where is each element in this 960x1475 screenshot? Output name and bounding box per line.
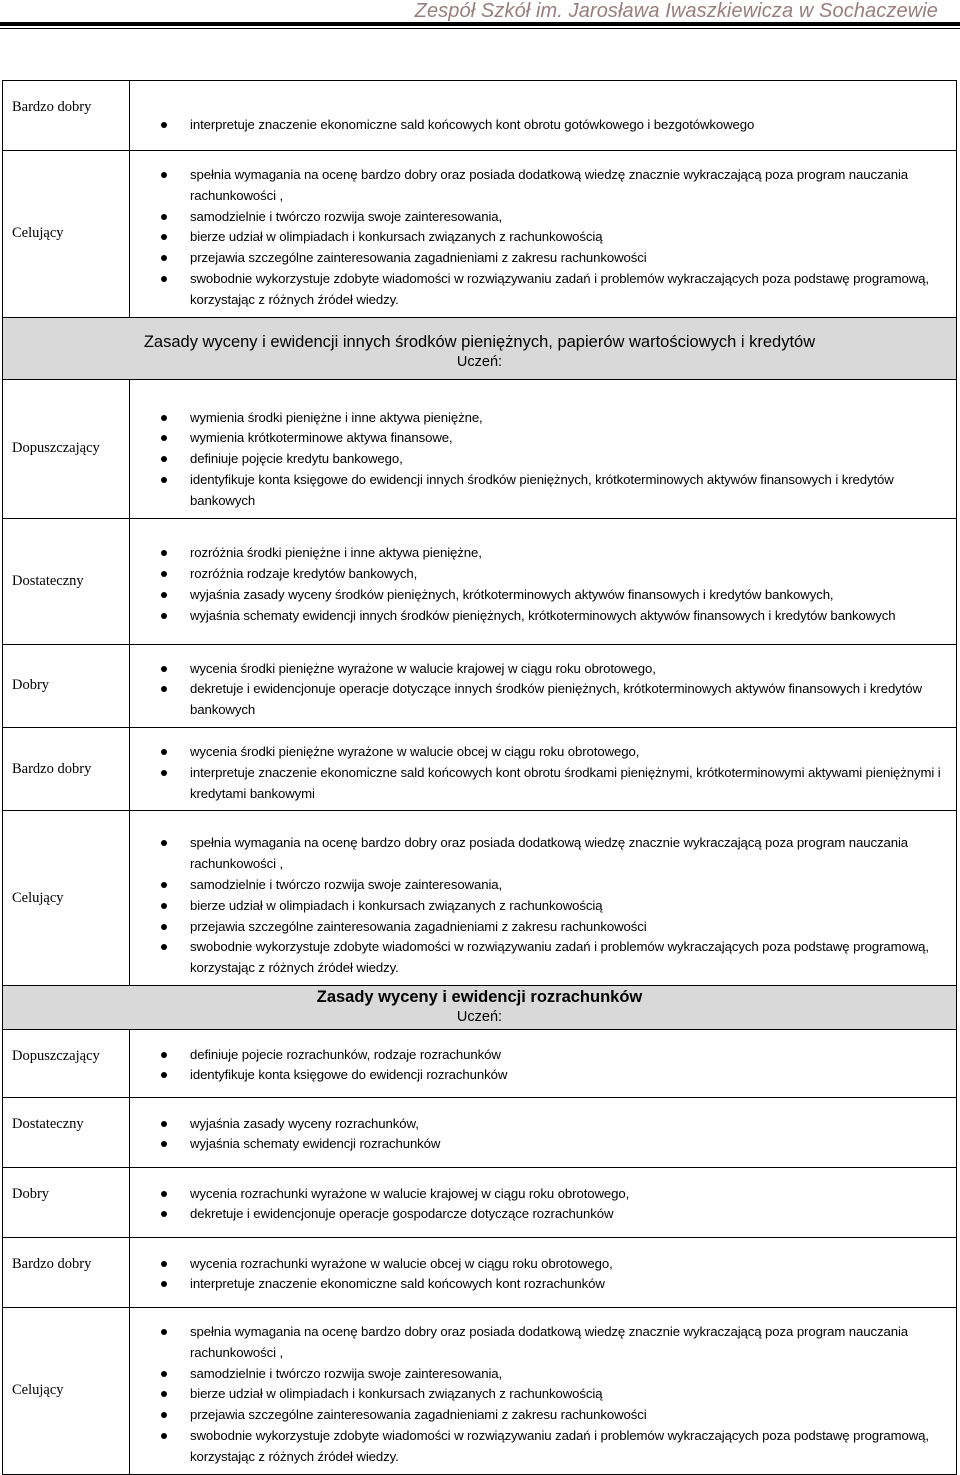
grade-label: Bardzo dobry	[3, 81, 130, 151]
criteria-item: swobodnie wykorzystuje zdobyte wiadomości w rozwiązywaniu zadań i problemów wykraczających poza podstawę programową, korzystając z różnych źródeł wiedzy.	[160, 269, 950, 311]
criteria-item: wymienia krótkoterminowe aktywa finansowe,	[160, 428, 950, 449]
criteria-cell	[130, 1307, 957, 1474]
criteria-item: wyjaśnia zasady wyceny rozrachunków,	[160, 1114, 950, 1135]
grade-label: Dopuszczający	[3, 379, 130, 518]
criteria-list	[160, 742, 950, 804]
table-row	[3, 379, 957, 518]
criteria-item: rozróżnia rodzaje kredytów bankowych,	[160, 564, 950, 585]
table-row	[3, 1097, 957, 1167]
criteria-list	[160, 659, 950, 721]
criteria-item: bierze udział w olimpiadach i konkursach związanych z rachunkowością	[160, 227, 950, 248]
section-header-cell	[3, 985, 957, 1029]
criteria-item: identyfikuje konta księgowe do ewidencji innych środków pieniężnych, krótkoterminowych aktywów finansowych i kredytów bankowych	[160, 470, 950, 512]
criteria-cell	[130, 379, 957, 518]
school-header-title: Zespół Szkół im. Jarosława Iwaszkiewicza w Sochaczewie	[414, 0, 938, 22]
table-row	[3, 1029, 957, 1097]
criteria-item: wyjaśnia schematy ewidencji rozrachunków	[160, 1134, 950, 1155]
criteria-list	[160, 1045, 950, 1087]
criteria-item: bierze udział w olimpiadach i konkursach związanych z rachunkowością	[160, 1384, 950, 1405]
section-header-cell	[3, 317, 957, 379]
table-row	[3, 1237, 957, 1307]
criteria-item: swobodnie wykorzystuje zdobyte wiadomości w rozwiązywaniu zadań i problemów wykraczających poza podstawę programową, korzystając z różnych źródeł wiedzy.	[160, 937, 950, 979]
criteria-item: wyjaśnia schematy ewidencji innych środków pieniężnych, krótkoterminowych aktywów finansowych i kredytów bankowych	[160, 606, 950, 627]
criteria-list	[160, 543, 950, 626]
criteria-cell	[130, 644, 957, 727]
table-row	[3, 811, 957, 986]
criteria-item: przejawia szczególne zainteresowania zagadnieniami z zakresu rachunkowości	[160, 248, 950, 269]
section-subtitle: Uczeń:	[456, 1009, 503, 1026]
table-row	[3, 644, 957, 727]
criteria-cell	[130, 81, 957, 151]
criteria-item: rozróżnia środki pieniężne i inne aktywa pieniężne,	[160, 543, 950, 564]
grade-label: Dostateczny	[3, 1097, 130, 1167]
criteria-list	[160, 1322, 950, 1468]
section-title: Zasady wyceny i ewidencji innych środków pieniężnych, papierów wartościowych i kredytów	[143, 333, 816, 352]
grade-label: Dostateczny	[3, 518, 130, 644]
criteria-cell	[130, 727, 957, 810]
header-rule	[0, 22, 960, 26]
grade-label: Dobry	[3, 1167, 130, 1237]
criteria-item: przejawia szczególne zainteresowania zagadnieniami z zakresu rachunkowości	[160, 1405, 950, 1426]
grade-label: Dopuszczający	[3, 1029, 130, 1097]
criteria-list	[160, 825, 950, 979]
criteria-list	[160, 99, 950, 136]
section-subtitle: Uczeń:	[456, 354, 503, 371]
criteria-item: spełnia wymagania na ocenę bardzo dobry oraz posiada dodatkową wiedzę znacznie wykraczającą poza program nauczania rachunkowości ,	[160, 833, 950, 875]
criteria-item: wycenia środki pieniężne wyrażone w walucie krajowej w ciągu roku obrotowego,	[160, 659, 950, 680]
criteria-item: wycenia rozrachunki wyrażone w walucie krajowej w ciągu roku obrotowego,	[160, 1184, 950, 1205]
grade-label: Celujący	[3, 1307, 130, 1474]
criteria-item: interpretuje znaczenie ekonomiczne sald końcowych kont rozrachunków	[160, 1274, 950, 1295]
criteria-cell	[130, 811, 957, 986]
criteria-item: spełnia wymagania na ocenę bardzo dobry oraz posiada dodatkową wiedzę znacznie wykraczającą poza program nauczania rachunkowości ,	[160, 1322, 950, 1364]
section-title: Zasady wyceny i ewidencji rozrachunków	[316, 988, 643, 1007]
criteria-item: identyfikuje konta księgowe do ewidencji rozrachunków	[160, 1065, 950, 1086]
criteria-item: definiuje pojecie rozrachunków, rodzaje rozrachunków	[160, 1045, 950, 1066]
criteria-item: wycenia rozrachunki wyrażone w walucie obcej w ciągu roku obrotowego,	[160, 1254, 950, 1275]
table-row	[3, 727, 957, 810]
criteria-item: wyjaśnia zasady wyceny środków pieniężnych, krótkoterminowych aktywów finansowych i kredytów bankowych,	[160, 585, 950, 606]
grade-label: Celujący	[3, 151, 130, 318]
criteria-list	[160, 1114, 950, 1156]
criteria-item: wymienia środki pieniężne i inne aktywa pieniężne,	[160, 408, 950, 429]
criteria-item: dekretuje i ewidencjonuje operacje gospodarcze dotyczące rozrachunków	[160, 1204, 950, 1225]
criteria-item: samodzielnie i twórczo rozwija swoje zainteresowania,	[160, 875, 950, 896]
criteria-item: samodzielnie i twórczo rozwija swoje zainteresowania,	[160, 207, 950, 228]
criteria-item: interpretuje znaczenie ekonomiczne sald końcowych kont obrotu środkami pieniężnymi, krótkoterminowymi aktywami pieniężnymi i kredytami bankowymi	[160, 763, 950, 805]
criteria-item: swobodnie wykorzystuje zdobyte wiadomości w rozwiązywaniu zadań i problemów wykraczających poza podstawę programową, korzystając z różnych źródeł wiedzy.	[160, 1426, 950, 1468]
criteria-item: spełnia wymagania na ocenę bardzo dobry oraz posiada dodatkową wiedzę znacznie wykraczającą poza program nauczania rachunkowości ,	[160, 165, 950, 207]
grading-table-body	[3, 81, 957, 1475]
section-header-row	[3, 985, 957, 1029]
criteria-cell	[130, 518, 957, 644]
grade-label: Dobry	[3, 644, 130, 727]
criteria-list	[160, 1254, 950, 1296]
grade-label: Bardzo dobry	[3, 1237, 130, 1307]
section-header-row	[3, 317, 957, 379]
criteria-cell	[130, 151, 957, 318]
criteria-item: wycenia środki pieniężne wyrażone w walucie obcej w ciągu roku obrotowego,	[160, 742, 950, 763]
criteria-list	[160, 1184, 950, 1226]
criteria-cell	[130, 1029, 957, 1097]
criteria-list	[160, 165, 950, 311]
criteria-item: przejawia szczególne zainteresowania zagadnieniami z zakresu rachunkowości	[160, 917, 950, 938]
criteria-item: definiuje pojęcie kredytu bankowego,	[160, 449, 950, 470]
table-row	[3, 151, 957, 318]
grade-label: Bardzo dobry	[3, 727, 130, 810]
criteria-item: interpretuje znaczenie ekonomiczne sald końcowych kont obrotu gotówkowego i bezgotówkowego	[160, 115, 950, 136]
criteria-item: bierze udział w olimpiadach i konkursach związanych z rachunkowością	[160, 896, 950, 917]
table-row	[3, 1167, 957, 1237]
criteria-cell	[130, 1237, 957, 1307]
grade-label: Celujący	[3, 811, 130, 986]
criteria-cell	[130, 1097, 957, 1167]
criteria-cell	[130, 1167, 957, 1237]
grading-criteria-table	[2, 80, 957, 1475]
criteria-item: dekretuje i ewidencjonuje operacje dotyczące innych środków pieniężnych, krótkoterminowych aktywów finansowych i kredytów bankowych	[160, 679, 950, 721]
criteria-item: samodzielnie i twórczo rozwija swoje zainteresowania,	[160, 1364, 950, 1385]
table-row	[3, 81, 957, 151]
table-row	[3, 1307, 957, 1474]
table-row	[3, 518, 957, 644]
criteria-list	[160, 394, 950, 512]
